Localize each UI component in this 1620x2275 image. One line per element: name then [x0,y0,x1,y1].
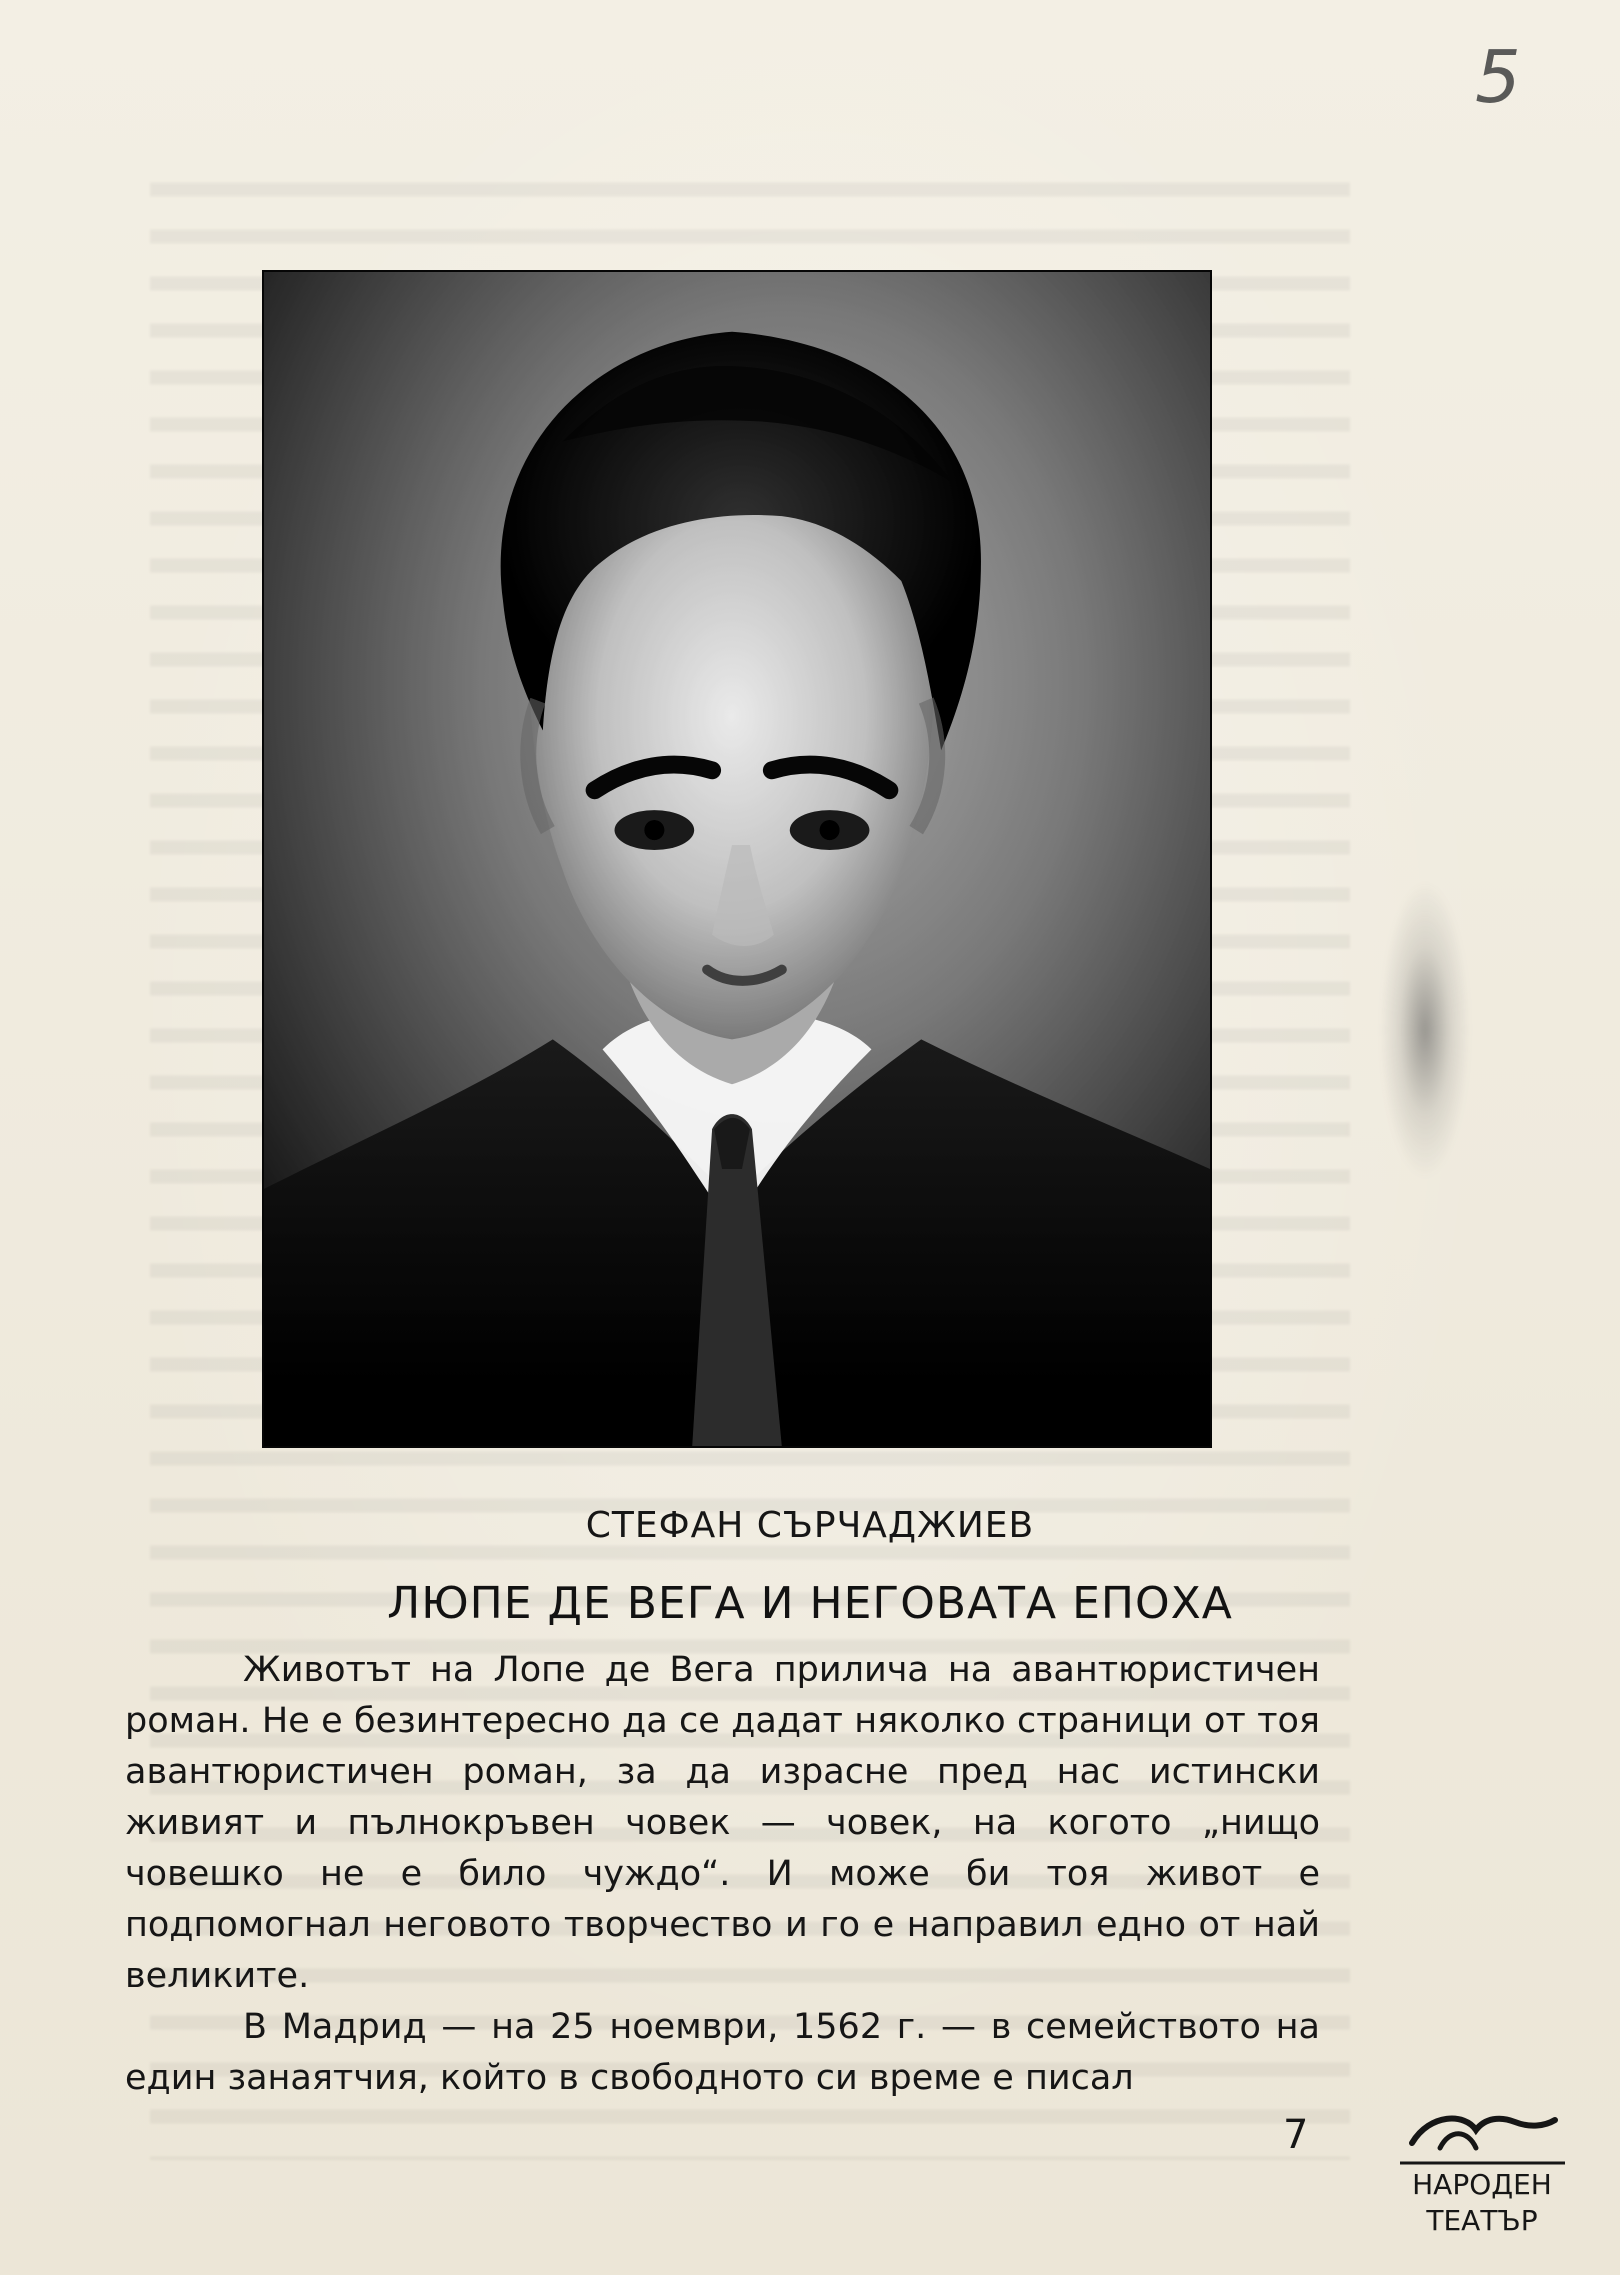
paper-stain [1380,880,1470,1180]
theatre-stamp-graphic [1390,2108,1575,2243]
handwritten-page-mark: 5 [1475,35,1521,119]
portrait-illustration [264,272,1210,1446]
body-paragraph: Животът на Лопе де Вега прилича на авантюристичен роман. Не е безинтересно да се дадат няколко страници от тоя авантюристичен роман, за да израсне пред нас истински живият и пълнокръвен човек — човек, на когото „нищо човешко не е било чуждо“. И може би тоя живот е подпомогнал неговото творчество и го е направил едно от най великите. [125,1650,1320,1996]
article-title: ЛЮПЕ ДЕ ВЕГА И НЕГОВАТА ЕПОХА [387,1578,1233,1629]
stamp-line1: НАРОДЕН [1412,2168,1552,2201]
body-paragraph: В Мадрид — на 25 ноември, 1562 г. — в семейството на един занаятчия, който в свободното си време е писал [125,2007,1320,2098]
page-number: 7 [1283,2112,1309,2158]
stamp-line2: ТЕАТЪР [1426,2204,1538,2237]
author-portrait-photo [262,270,1212,1448]
author-name: СТЕФАН СЪРЧАДЖИЕВ [585,1505,1035,1546]
article-body [125,1645,1320,2104]
national-theatre-stamp [1390,2108,1575,2243]
